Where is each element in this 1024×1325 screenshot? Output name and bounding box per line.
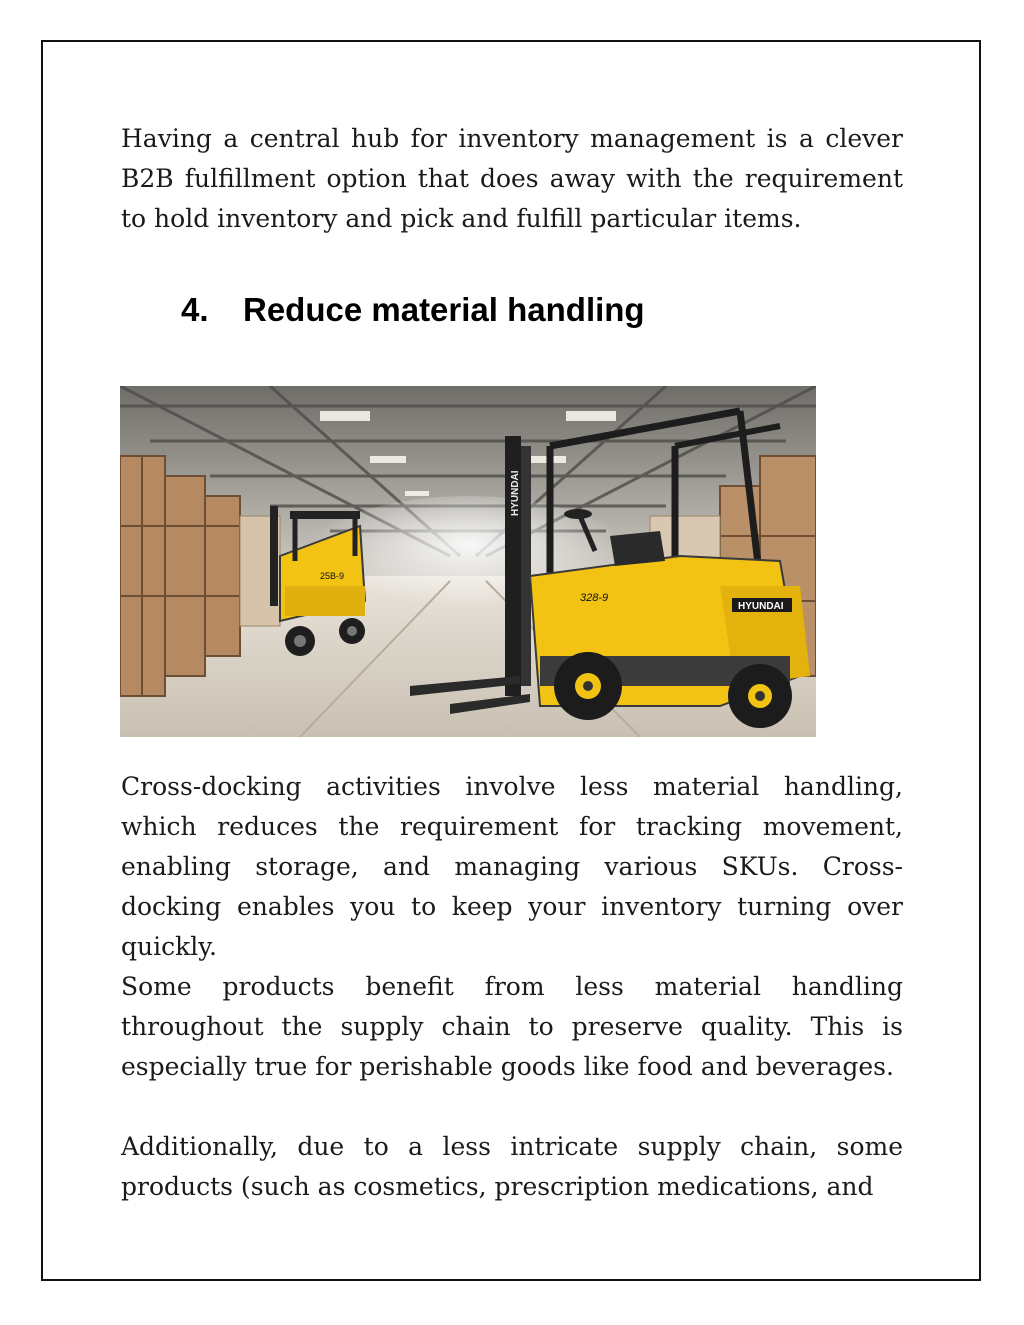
forklift-warehouse-photo — [120, 386, 816, 737]
cross-docking-paragraph: Cross-docking activities involve less material handling, which reduces the requirement for tracking movement, enabling storage, and managing various SKUs. Cross-docking enables you to keep your inventory turning over quickly. — [121, 772, 903, 961]
intro-paragraph: Having a central hub for inventory management is a clever B2B fulfillment option that does away with the requirement to hold inventory and pick and fulfill particular items. — [121, 124, 903, 233]
svg-text:25B-9: 25B-9 — [320, 571, 345, 581]
section-number: 4. — [181, 291, 209, 328]
section-title: Reduce material handling — [243, 291, 645, 328]
section-heading — [181, 288, 645, 332]
svg-text:328-9: 328-9 — [580, 592, 609, 604]
svg-text:HYUNDAI: HYUNDAI — [510, 470, 521, 516]
product-quality-paragraph: Some products benefit from less material handling throughout the supply chain to preserve quality. This is especially true for perishable goods like food and beverages. — [121, 972, 903, 1081]
svg-text:HYUNDAI: HYUNDAI — [738, 601, 784, 612]
supply-chain-paragraph: Additionally, due to a less intricate supply chain, some products (such as cosmetics, prescription medications, and — [121, 1132, 903, 1201]
